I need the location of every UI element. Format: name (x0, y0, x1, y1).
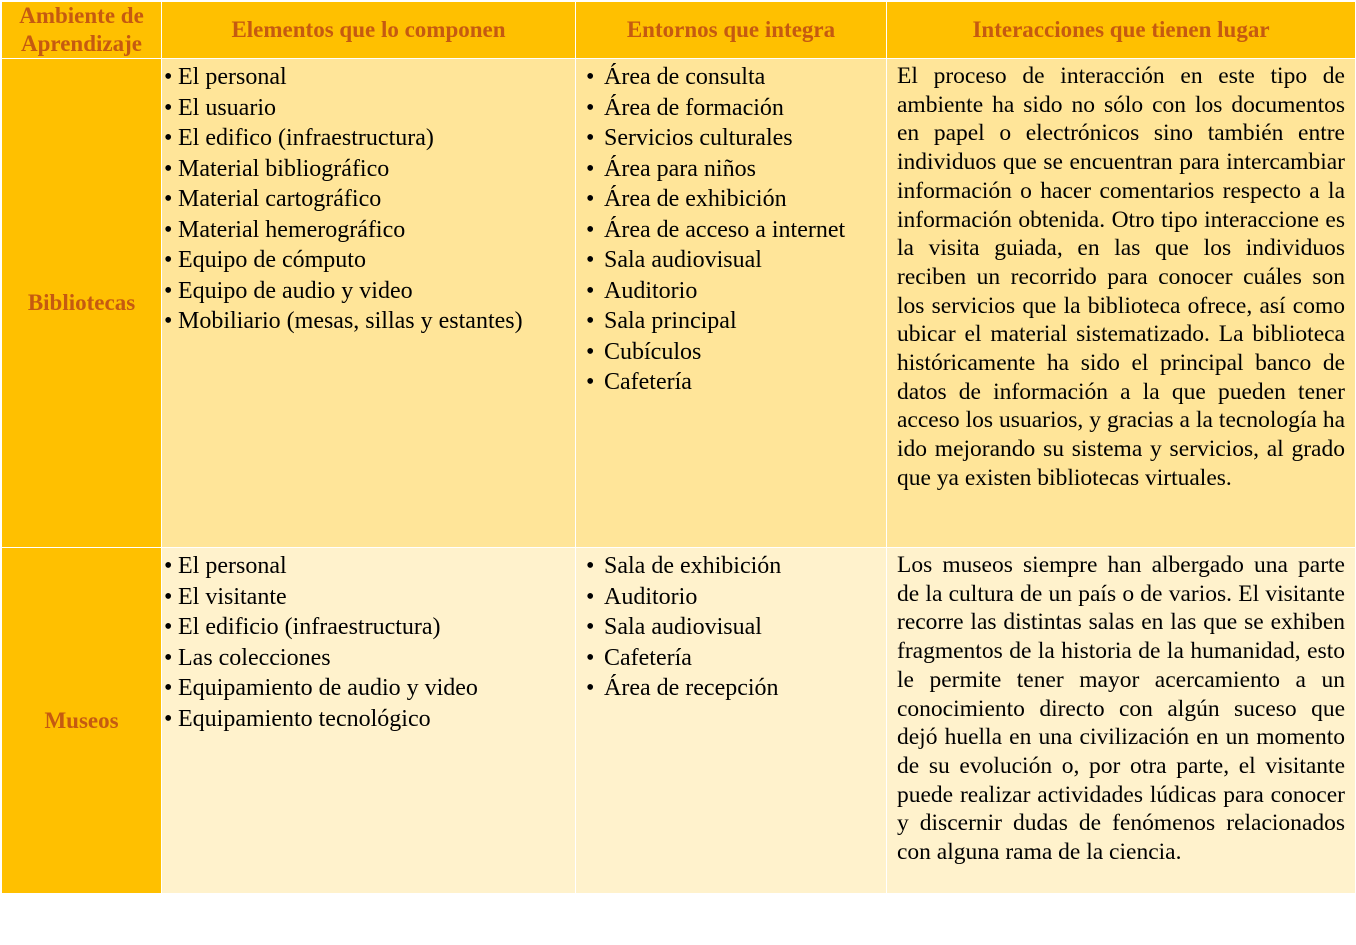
bullet-icon: • (586, 155, 595, 182)
bullet-icon: • (164, 644, 173, 671)
list-item-text: Material cartográfico (178, 186, 382, 212)
list-item (162, 643, 575, 674)
list-item-text: Equipo de audio y video (178, 277, 413, 304)
list-item-text: El usuario (178, 94, 276, 121)
bullet-icon: • (586, 583, 595, 610)
list-item (162, 123, 575, 154)
bullet-icon: • (586, 216, 595, 243)
bullet-icon: • (164, 705, 173, 732)
list-item-text: Sala audiovisual (604, 614, 762, 640)
list-item-text: El personal (178, 64, 287, 90)
list-item-text: Área para niños (604, 155, 756, 182)
row-label-bibliotecas: Bibliotecas (2, 59, 162, 548)
list-item-text: Equipamiento de audio y video (178, 675, 478, 701)
list-item (576, 276, 886, 307)
elementos-list (162, 59, 575, 337)
list-item (576, 582, 886, 613)
list-item-text: Área de acceso a internet (604, 216, 846, 243)
list-item (576, 306, 886, 337)
interacciones-text: Los museos siempre han albergado una parte de la cultura de un país o de varios. El visitante recorre las distintas salas en las que se exhiben fragmentos de la historia de la humanidad, esto le permite tener mayor acercamiento a un conocimiento directo con algún suceso que dejó huella en una civilización en un momento de su evolución o, por otra parte, el visitante puede realizar actividades lúdicas para conocer y discernir dudas de fenómenos relacionados con alguna rama de la ciencia. (897, 552, 1345, 866)
bullet-icon: • (586, 614, 595, 640)
list-item (162, 612, 575, 643)
list-item-text: Auditorio (604, 583, 698, 610)
header-row (2, 2, 1356, 59)
table-row-bibliotecas (2, 59, 1356, 548)
header-ambiente-line1: Ambiente de (19, 3, 144, 28)
list-item (576, 184, 886, 215)
list-item-text: El edifico (infraestructura) (178, 125, 434, 151)
bullet-icon: • (164, 216, 173, 243)
bullet-icon: • (164, 64, 173, 90)
list-item (162, 93, 575, 124)
list-item (576, 643, 886, 674)
list-item (162, 184, 575, 215)
list-item-text: Sala de exhibición (604, 553, 782, 579)
list-item-text: Cubículos (604, 338, 702, 365)
bullet-icon: • (164, 277, 173, 304)
elementos-cell (162, 548, 576, 894)
list-item-text: Material hemerográfico (178, 216, 406, 243)
list-item-text: Área de recepción (604, 675, 779, 701)
list-item (162, 704, 575, 735)
list-item-text: Material bibliográfico (178, 155, 390, 182)
list-item (162, 306, 575, 337)
list-item (162, 551, 575, 582)
list-item-text: Auditorio (604, 277, 698, 304)
list-item (576, 551, 886, 582)
list-item (576, 123, 886, 154)
row-label-museos: Museos (2, 548, 162, 894)
bullet-icon: • (164, 186, 173, 212)
bullet-icon: • (586, 125, 595, 151)
interacciones-cell (887, 548, 1356, 894)
bullet-icon: • (586, 338, 595, 365)
bullet-icon: • (164, 155, 173, 182)
list-item-text: Servicios culturales (604, 125, 793, 151)
list-item (162, 245, 575, 276)
list-item-text: Área de consulta (604, 64, 766, 90)
table-row-museos (2, 548, 1356, 894)
list-item-text: Sala audiovisual (604, 247, 762, 273)
list-item (576, 612, 886, 643)
interacciones-text: El proceso de interacción en este tipo de ambiente ha sido no sólo con los documentos en papel o electrónicos sino también entre individuos que se encuentran para intercambiar información o hacer comentarios respecto a la información obtenida. Otro tipo interaccione es la visita guiada, en las que los individuos reciben un recorrido para conocer cuáles son los servicios que la biblioteca ofrece, así como ubicar el material sistematizado. La biblioteca históricamente ha sido el principal banco de datos de información a la que pueden tener acceso los usuarios, y gracias a la tecnología ha ido mejorando su sistema y servicios, al grado que ya existen bibliotecas virtuales. (897, 63, 1345, 491)
header-entornos: Entornos que integra (576, 2, 887, 59)
bullet-icon: • (164, 308, 173, 334)
elementos-cell (162, 59, 576, 548)
entornos-list (576, 59, 886, 398)
elementos-list (162, 548, 575, 734)
list-item-text: El visitante (178, 583, 287, 610)
entornos-cell (576, 59, 887, 548)
bullet-icon: • (586, 308, 595, 334)
bullet-icon: • (586, 675, 595, 701)
header-interacciones: Interacciones que tienen lugar (887, 2, 1356, 59)
bullet-icon: • (586, 277, 595, 304)
bullet-icon: • (164, 247, 173, 273)
header-ambiente (2, 2, 162, 59)
list-item-text: Equipo de cómputo (178, 247, 366, 273)
entornos-list (576, 548, 886, 704)
list-item-text: Equipamiento tecnológico (178, 705, 431, 732)
list-item (162, 582, 575, 613)
header-ambiente-line2: Aprendizaje (21, 31, 142, 56)
list-item-text: Mobiliario (mesas, sillas y estantes) (178, 308, 523, 334)
list-item (576, 673, 886, 704)
learning-environments-table (1, 1, 1356, 894)
bullet-icon: • (164, 125, 173, 151)
interacciones-cell (887, 59, 1356, 548)
bullet-icon: • (586, 553, 595, 579)
header-elementos: Elementos que lo componen (162, 2, 576, 59)
bullet-icon: • (586, 94, 595, 121)
list-item-text: Cafetería (604, 644, 692, 671)
list-item (576, 337, 886, 368)
list-item (576, 62, 886, 93)
bullet-icon: • (586, 247, 595, 273)
list-item (162, 276, 575, 307)
list-item-text: El personal (178, 553, 287, 579)
list-item (576, 93, 886, 124)
list-item (576, 215, 886, 246)
list-item (162, 154, 575, 185)
bullet-icon: • (164, 614, 173, 640)
list-item (576, 245, 886, 276)
list-item-text: Las colecciones (178, 644, 331, 671)
entornos-cell (576, 548, 887, 894)
bullet-icon: • (164, 94, 173, 121)
bullet-icon: • (164, 675, 173, 701)
bullet-icon: • (586, 369, 595, 395)
list-item (576, 367, 886, 398)
list-item (162, 673, 575, 704)
bullet-icon: • (164, 553, 173, 579)
list-item-text: Sala principal (604, 308, 737, 334)
list-item-text: El edificio (infraestructura) (178, 614, 441, 640)
bullet-icon: • (164, 583, 173, 610)
list-item-text: Área de exhibición (604, 186, 787, 212)
list-item (162, 215, 575, 246)
list-item-text: Área de formación (604, 94, 784, 121)
bullet-icon: • (586, 64, 595, 90)
list-item (162, 62, 575, 93)
list-item-text: Cafetería (604, 369, 692, 395)
bullet-icon: • (586, 644, 595, 671)
bullet-icon: • (586, 186, 595, 212)
list-item (576, 154, 886, 185)
